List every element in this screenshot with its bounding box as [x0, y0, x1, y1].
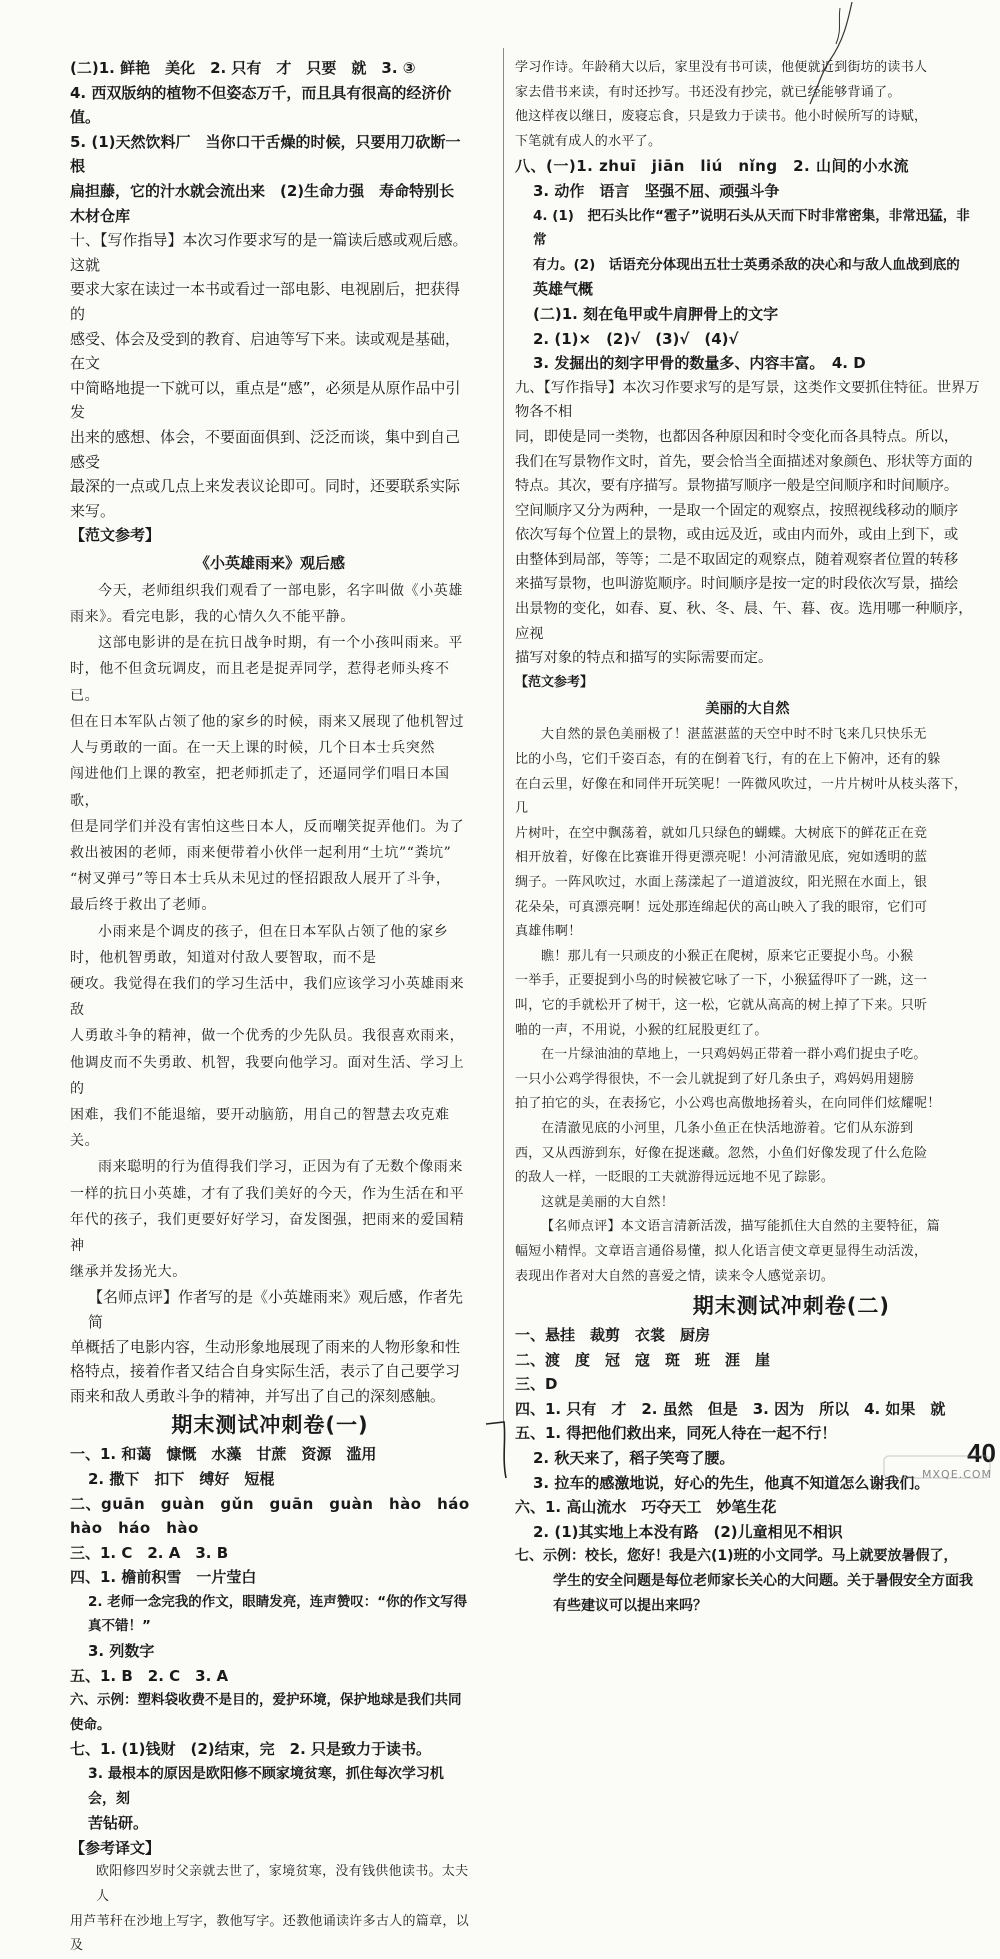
- exam-line: 2. (1)其实地上本没有路 (2)儿童相见不相识: [533, 1522, 843, 1541]
- essay-line: 叫，它的手就松开了树干，这一松，它就从高高的树上掉了下来。只听: [515, 997, 928, 1013]
- essay-title: 美丽的大自然: [705, 701, 790, 718]
- translation-body-left: [70, 1860, 470, 1958]
- essay-line: 闯进他们上课的教室，把老师抓走了，还逼同学们唱日本国歌，: [70, 766, 450, 809]
- essay-line: 瞧！那儿有一只顽皮的小猴正在爬树，原来它正要捉小鸟。小猴: [541, 948, 914, 964]
- exam-line: 有些建议可以提出来吗？: [553, 1597, 707, 1614]
- exam-line: 2. 秋天来了，稻子笑弯了腰。: [533, 1449, 735, 1468]
- translation-line: 下笔就有成人的水平了。: [515, 133, 662, 149]
- exam-heading-one: 期末测试冲刺卷(一): [171, 1413, 369, 1438]
- exam-line: 3. 拉车的感激地说，好心的先生，他真不知道怎么谢我们。: [533, 1473, 930, 1492]
- essay-line: 片树叶，在空中飘荡着，就如几只绿色的蝴蝶。大树底下的鲜花正在竞: [515, 825, 928, 841]
- answer-line: 英雄气概: [533, 280, 594, 299]
- comment-line: 幅短小精悍。文章语言通俗易懂，拟人化语言使文章更显得生动活泼，: [515, 1243, 928, 1259]
- guide-line: 九、【写作指导】本次习作要求写的是写景，这类作文要抓住特征。世界万物各不相: [515, 379, 980, 421]
- guide-line: 空间顺序又分为两种，一是取一个固定的观察点，按照视线移动的顺序: [515, 502, 959, 519]
- page-number: 40: [967, 1438, 996, 1468]
- guide-line: 来描写景物，也叫游览顺序。时间顺序是按一定的时段依次写景，描绘: [515, 576, 959, 593]
- guide-line: 感受、体会及受到的教育、启迪等写下来。读或观是基础，在文: [70, 329, 461, 373]
- exam-line: 三、1. C 2. A 3. B: [70, 1543, 229, 1562]
- essay-line: 相开放着，好像在比赛谁开得更漂亮呢！小河清澈见底，宛如透明的蓝: [515, 850, 928, 866]
- essay-line: 这部电影讲的是在抗日战争时期，有一个小孩叫雨来。平: [98, 635, 463, 652]
- guide-line: 来写。: [70, 501, 116, 520]
- answer-line: (二)1. 鲜艳 美化 2. 只有 才 只要 就 3. ③: [70, 59, 416, 77]
- guide-line: 最深的一点或几点上来发表议论即可。同时，还要联系实际: [70, 477, 461, 496]
- answer-line: 4. 西双版纳的植物不但姿态万千，而且具有很高的经济价值。: [70, 83, 452, 127]
- answer-line: 扁担藤，它的汁水就会流出来 (2)生命力强 寿命特别长: [70, 181, 455, 200]
- answer-line: 2. (1)× (2)√ (3)√ (4)√: [533, 329, 739, 348]
- essay-line: 硬攻。我觉得在我们的学习生活中，我们应该学习小英雄雨来敌: [70, 975, 465, 1019]
- exam-line: 3. 列数字: [88, 1642, 155, 1661]
- left-column: [70, 56, 486, 1959]
- exam-line: 一、1. 和蔼 慷慨 水藻 甘蔗 资源 滥用: [70, 1445, 377, 1464]
- comment-line: 表现出作者对大自然的喜爱之情，读来令人感觉亲切。: [515, 1268, 835, 1284]
- guide-line: 描写对象的特点和描写的实际需要而定。: [515, 650, 773, 667]
- essay-line: 雨来聪明的行为值得我们学习，正因为有了无数个像雨来: [98, 1159, 463, 1176]
- writing-guide-ten: [70, 228, 470, 523]
- exam-line: 2. 老师一念完我的作文，眼睛发亮，连声赞叹：“你的作文写得真不错！”: [88, 1593, 468, 1635]
- translation-tag: 【参考译文】: [70, 1838, 161, 1857]
- essay-line: “树叉弹弓”等日本士兵从未见过的怪招跟敌人展开了斗争，: [70, 871, 451, 888]
- comment-line: 格特点，接着作者又结合自身实际生活，表示了自己要学习: [70, 1362, 461, 1381]
- exam-line: 五、1. 得把他们救出来，同死人待在一起不行！: [515, 1424, 837, 1443]
- answer-line: 5. (1)天然饮料厂 当你口干舌燥的时候，只要用刀砍断一根: [70, 132, 461, 176]
- right-column: [515, 56, 980, 1618]
- exam-line: 三、D: [515, 1375, 558, 1394]
- essay-line: 在清澈见底的小河里，几条小鱼正在快活地游着。它们从东游到: [541, 1120, 914, 1136]
- exam-one-answers: [70, 1442, 486, 1836]
- essay-line: 救出被困的老师，雨来便带着小伙伴一起利用“土坑”“粪坑”: [70, 844, 452, 861]
- exam-line: 二、guān guàn gǔn guān guàn hào háo hào háo hào: [70, 1494, 486, 1538]
- comment-line: 单概括了电影内容，生动形象地展现了雨来的人物形象和性: [70, 1337, 461, 1356]
- translation-line: 用芦苇秆在沙地上写字，教他写字。还教他诵读许多古人的篇章，以及: [70, 1913, 470, 1954]
- exam-line: 六、1. 高山流水 巧夺天工 妙笔生花: [515, 1498, 777, 1517]
- guide-line: 出景物的变化，如春、夏、秋、冬、晨、午、暮、夜。选用哪一种顺序，应视: [515, 601, 973, 642]
- essay-body: [515, 723, 980, 1215]
- exam-line: 苦钻研。: [88, 1814, 149, 1833]
- teacher-comment: [70, 1285, 470, 1408]
- exam-line: 四、1. 檐前积雪 一片莹白: [70, 1568, 257, 1587]
- essay-line: 小雨来是个调皮的孩子，但在日本军队占领了他的家乡: [98, 923, 449, 940]
- translation-line: 学习作诗。年龄稍大以后，家里没有书可读，他便就近到街坊的读书人: [515, 60, 928, 75]
- essay-line: 大自然的景色美丽极了！湛蓝湛蓝的天空中时不时飞来几只快乐无: [541, 727, 927, 743]
- essay-line: 一样的抗日小英雄，才有了我们美好的今天，作为生活在和平: [70, 1185, 465, 1202]
- essay-line: 在一片绿油油的草地上，一只鸡妈妈正带着一群小鸡们捉虫子吃。: [541, 1047, 927, 1063]
- essay-line: 困难，我们不能退缩，要开动脑筋，用自己的智慧去攻克难关。: [70, 1106, 450, 1150]
- guide-line: 十、【写作指导】本次习作要求写的是一篇读后感或观后感。这就: [70, 231, 468, 274]
- exam-line: 二、渡 度 冠 寇 斑 班 涯 崖: [515, 1350, 771, 1369]
- exam-line: 2. 撒下 扣下 缚好 短棍: [88, 1469, 275, 1488]
- essay-line: 花朵朵，可真漂亮啊！远处那连绵起伏的高山映入了我的眼帘，它们可: [515, 899, 928, 915]
- answer-line: 木材仓库: [70, 206, 131, 225]
- essay-line: 人与勇敢的一面。在一天上课的时候，几个日本士兵突然: [70, 740, 435, 757]
- essay-line: 比的小鸟，它们千姿百态，有的在倒着飞行，有的在上下俯冲，还有的躲: [515, 752, 941, 768]
- essay-line: 最后终于救出了老师。: [70, 897, 216, 914]
- essay-line: 西，又从西游到东，好像在捉迷藏。忽然，小鱼们好像发现了什么危险: [515, 1145, 928, 1161]
- essay-line: 绸子。一阵风吹过，水面上荡漾起了一道道波纹，阳光照在水面上，银: [515, 875, 928, 890]
- sample-essay-tag: 【范文参考】: [515, 674, 594, 690]
- exam-line: 四、1. 只有 才 2. 虽然 但是 3. 因为 所以 4. 如果 就: [515, 1399, 946, 1418]
- guide-line: 出来的感想、体会，不要面面俱到、泛泛而谈，集中到自己感受: [70, 427, 461, 471]
- answer-line: 八、(一)1. zhuī jiān liú nǐng 2. 山间的小水流: [515, 157, 909, 176]
- comment-line: 【名师点评】作者写的是《小英雄雨来》观后感，作者先简: [88, 1288, 464, 1331]
- essay-line: 啪的一声，不用说，小猴的红屁股更红了。: [515, 1022, 768, 1038]
- exam-line: 五、1. B 2. C 3. A: [70, 1666, 229, 1685]
- translation-line: 家去借书来读，有时还抄写。书还没有抄完，就已经能够背诵了。: [515, 84, 901, 100]
- essay-line: 雨来》。看完电影，我的心情久久不能平静。: [70, 609, 355, 626]
- essay-line: 今天，老师组织我们观看了一部电影，名字叫做《小英雄: [98, 582, 463, 599]
- watermark-text: MXQE.COM: [922, 1468, 992, 1481]
- exam-line: 3. 最根本的原因是欧阳修不顾家境贫寒，抓住每次学习机会，刻: [88, 1766, 444, 1807]
- essay-line: 的敌人一样，一眨眼的工夫就游得远远地不见了踪影。: [515, 1170, 835, 1186]
- exam-line: 六、示例：塑料袋收费不是目的，爱护环境，保护地球是我们共同使命。: [70, 1692, 462, 1733]
- exam-line: 七、1. (1)钱财 (2)结束，完 2. 只是致力于读书。: [70, 1740, 432, 1759]
- column-divider: [503, 48, 504, 1423]
- answer-line: 3. 动作 语言 坚强不屈、顽强斗争: [533, 181, 780, 200]
- essay-title: 《小英雄雨来》观后感: [194, 553, 345, 572]
- exam-line: 学生的安全问题是每位老师家长关心的大问题。关于暑假安全方面我: [553, 1573, 973, 1590]
- comment-line: 【名师点评】本文语言清新活泼，描写能抓住大自然的主要特征，篇: [541, 1219, 941, 1235]
- answers-section-a: [70, 56, 470, 228]
- answer-line: 4. (1) 把石头比作“雹子”说明石头从天而下时非常密集，非常迅猛，非常: [533, 207, 970, 249]
- translation-body-right: [515, 56, 980, 154]
- guide-line: 同，即使是同一类物，也都因各种原因和时令变化而各具特点。所以，: [515, 428, 959, 445]
- comment-line: 雨来和敌人勇敢斗争的精神，并写出了自己的深刻感触。: [70, 1386, 446, 1405]
- essay-line: 人勇敢斗争的精神，做一个优秀的少先队员。我很喜欢雨来，: [70, 1028, 465, 1045]
- essay-line: 时，他机智勇敢，知道对付敌人要智取，而不是: [70, 949, 377, 966]
- exam-line: 一、悬挂 裁剪 衣裳 厨房: [515, 1326, 711, 1345]
- essay-line: 一举手，正要捉到小鸟的时候被它咏了一下，小猴猛得吓了一跳，这一: [515, 973, 928, 989]
- teacher-comment: [515, 1215, 980, 1289]
- guide-line: 我们在写景物作文时，首先，要会恰当全面描述对象颜色、形状等方面的: [515, 453, 973, 470]
- answers-section-eight: [515, 154, 980, 375]
- essay-line: 继承并发扬光大。: [70, 1264, 187, 1281]
- essay-line: 但是同学们并没有害怕这些日本人，反而嘲笑捉弄他们。为了: [70, 818, 465, 835]
- essay-line: 年代的孩子，我们更要好好学习，奋发图强，把雨来的爱国精神: [70, 1211, 465, 1254]
- guide-line: 特点。其次，要有序描写。景物描写顺序一般是空间顺序和时间顺序。: [515, 478, 959, 495]
- writing-guide-nine: [515, 376, 980, 671]
- guide-line: 依次写每个位置上的景物，或由远及近，或由内而外，或由上到下，或: [515, 527, 959, 544]
- essay-line: 拍了拍它的头，在表扬它，小公鸡也高傲地扬着头，在向同伴们炫耀呢！: [515, 1096, 941, 1112]
- guide-line: 要求大家在读过一本书或看过一部电影、电视剧后，把获得的: [70, 280, 461, 323]
- essay-line: 一只小公鸡学得很快，不一会儿就捉到了好几条虫子，鸡妈妈用翅膀: [515, 1071, 915, 1087]
- answer-line: (二)1. 刻在龟甲或牛肩胛骨上的文字: [533, 304, 779, 323]
- exam-line: 七、示例：校长，您好！我是六(1)班的小文同学。马上就要放暑假了，: [515, 1548, 958, 1565]
- essay-line: 在白云里，好像在和同伴开玩笑呢！一阵微风吹过，一片片树叶从枝头落下，几: [515, 776, 968, 817]
- guide-line: 由整体到局部，等等；二是不取固定的观察点，随着观察者位置的转移: [515, 551, 959, 568]
- essay-line: 时，他不但贪玩调皮，而且老是捉弄同学，惹得老师头疼不已。: [70, 661, 450, 704]
- guide-line: 中简略地提一下就可以，重点是“感”，必须是从原作品中引发: [70, 378, 461, 422]
- sample-essay-tag: 【范文参考】: [70, 526, 161, 545]
- essay-line: 但在日本军队占领了他的家乡的时候，雨来又展现了他机智过: [70, 713, 465, 730]
- pen-scribble-bottom: [480, 1420, 520, 1482]
- essay-line: 真雄伟啊！: [515, 924, 582, 940]
- exam-heading-two: 期末测试冲刺卷(二): [692, 1294, 890, 1319]
- translation-line: 他这样夜以继日，废寝忘食，只是致力于读书。他小时候所写的诗赋，: [515, 109, 928, 125]
- translation-line: 欧阳修四岁时父亲就去世了，家境贫寒，没有钱供他读书。太夫人: [96, 1864, 469, 1905]
- essay-line: 他调皮而不失勇敢、机智，我要向他学习。面对生活、学习上的: [70, 1054, 465, 1097]
- essay-body: [70, 578, 470, 1285]
- essay-line: 这就是美丽的大自然！: [541, 1194, 675, 1210]
- answer-line: 3. 发掘出的刻字甲骨的数量多、内容丰富。 4. D: [533, 354, 866, 373]
- answer-line: 有力。(2) 话语充分体现出五壮士英勇杀敌的决心和与敌人血战到底的: [533, 256, 960, 273]
